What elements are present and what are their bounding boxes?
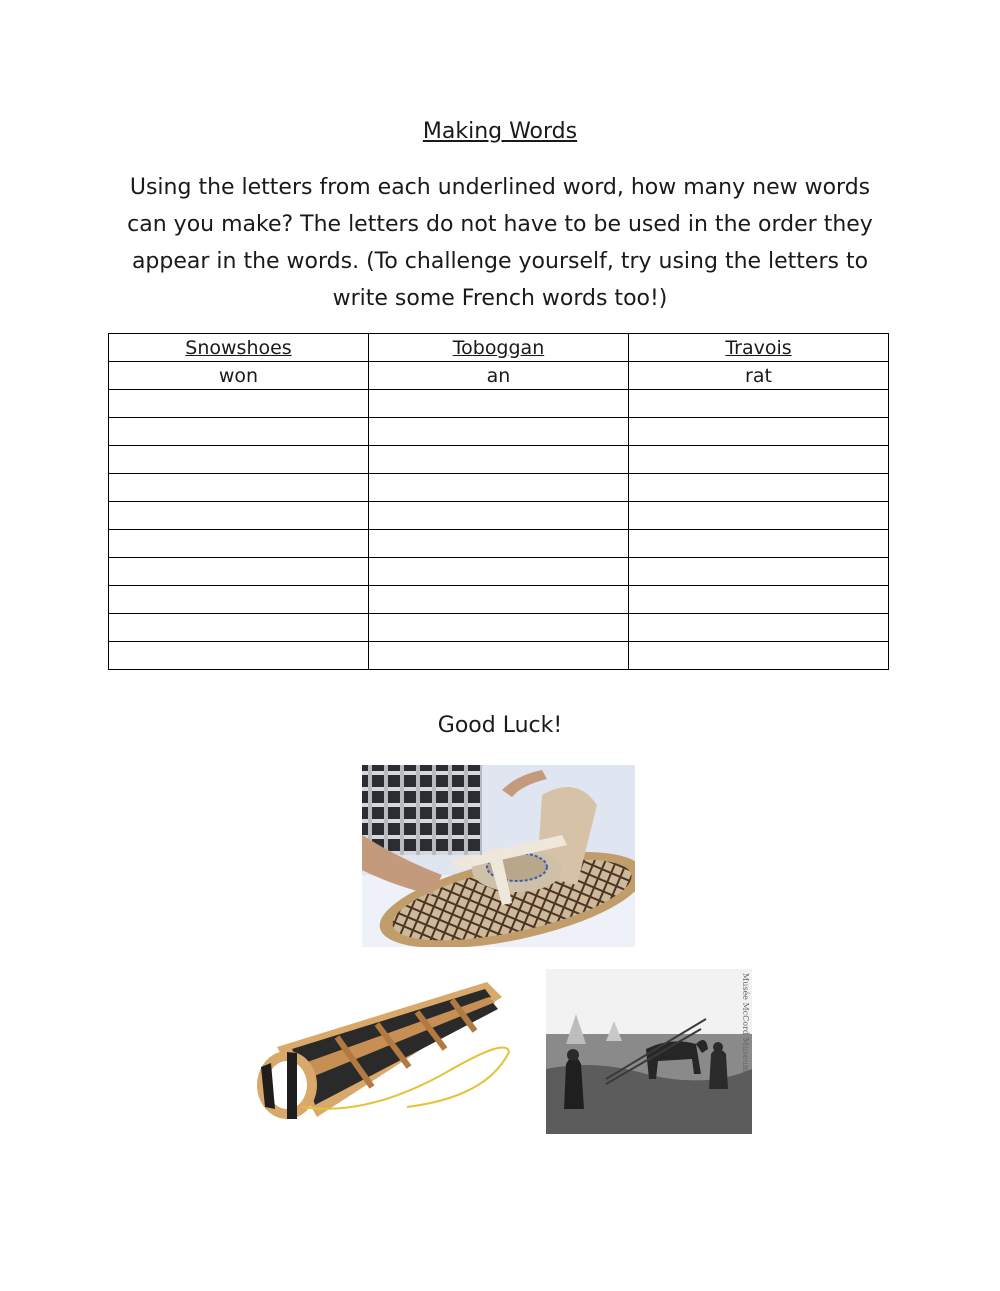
answer-cell[interactable] xyxy=(369,642,629,670)
answer-cell[interactable] xyxy=(629,390,889,418)
answer-cell[interactable] xyxy=(369,474,629,502)
table-row xyxy=(109,642,889,670)
example-word-cell: an xyxy=(369,362,629,390)
table-header-row xyxy=(109,334,889,362)
answer-cell[interactable] xyxy=(369,530,629,558)
answer-cell[interactable] xyxy=(629,614,889,642)
answer-cell[interactable] xyxy=(109,614,369,642)
answer-cell[interactable] xyxy=(109,474,369,502)
answer-cell[interactable] xyxy=(629,446,889,474)
answer-cell[interactable] xyxy=(109,446,369,474)
answer-cell[interactable] xyxy=(369,418,629,446)
answer-cell[interactable] xyxy=(369,446,629,474)
word-table xyxy=(108,333,889,670)
answer-cell[interactable] xyxy=(629,530,889,558)
header-snowshoes: Snowshoes xyxy=(109,334,369,362)
table-row xyxy=(109,362,889,390)
toboggan-photo xyxy=(247,967,515,1132)
answer-cell[interactable] xyxy=(629,642,889,670)
answer-cell[interactable] xyxy=(369,614,629,642)
answer-cell[interactable] xyxy=(629,418,889,446)
table-row xyxy=(109,474,889,502)
answer-cell[interactable] xyxy=(369,502,629,530)
table-row xyxy=(109,530,889,558)
table-row xyxy=(109,390,889,418)
closing-text: Good Luck! xyxy=(437,713,563,738)
example-word-cell: rat xyxy=(629,362,889,390)
table-row xyxy=(109,502,889,530)
table-row xyxy=(109,418,889,446)
answer-cell[interactable] xyxy=(109,586,369,614)
answer-cell[interactable] xyxy=(109,642,369,670)
answer-cell[interactable] xyxy=(109,390,369,418)
answer-cell[interactable] xyxy=(629,586,889,614)
answer-cell[interactable] xyxy=(369,558,629,586)
answer-cell[interactable] xyxy=(629,502,889,530)
table-row xyxy=(109,446,889,474)
header-travois: Travois xyxy=(629,334,889,362)
example-word-cell: won xyxy=(109,362,369,390)
answer-cell[interactable] xyxy=(369,390,629,418)
page-title: Making Words xyxy=(422,119,578,144)
answer-cell[interactable] xyxy=(629,558,889,586)
answer-cell[interactable] xyxy=(369,586,629,614)
answer-cell[interactable] xyxy=(109,530,369,558)
answer-cell[interactable] xyxy=(629,474,889,502)
table-row xyxy=(109,586,889,614)
answer-cell[interactable] xyxy=(109,502,369,530)
table-row xyxy=(109,614,889,642)
photo-watermark: Musée McCord Museum xyxy=(741,973,750,1073)
travois-photo xyxy=(546,969,752,1134)
snowshoe-photo xyxy=(362,765,635,947)
table-row xyxy=(109,558,889,586)
answer-cell[interactable] xyxy=(109,418,369,446)
answer-cell[interactable] xyxy=(109,558,369,586)
instructions-text: Using the letters from each underlined word, how many new words can you make? The letters do not have to be used in the order they appear in the words. (To challenge yourself, try using the letters to write some French words too!) xyxy=(127,175,873,311)
header-toboggan: Toboggan xyxy=(369,334,629,362)
